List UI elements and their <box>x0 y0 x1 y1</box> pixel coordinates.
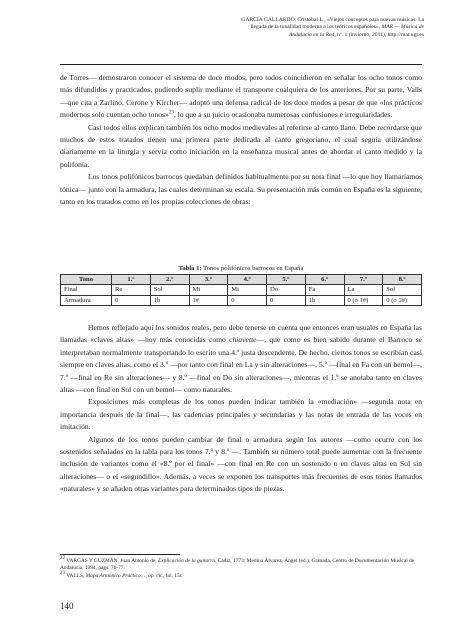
table-header-cell: 8.º <box>383 275 422 285</box>
paragraph: Algunos de los tonos pueden cambiar de final o armadura según los autores —como ocurre con los sostenidos señalados en la tabla para los tonos 7.º y 8.º —. También su número total puede aumentar con la frecuente inclusión de variantes como el «8.º por el final» —con final en Re con un sostenido o en claves altas en Sol sin alteraciones— o el «segundillo». Además, a veces se exponen los transportes más frecuentes de esos tonos llamados «naturales» y se añaden otras variantes para determinados tipos de piezas. <box>60 434 422 494</box>
table-cell: La <box>344 285 383 295</box>
table-row <box>61 285 422 295</box>
table-cell: 1b <box>150 295 189 305</box>
table-cell: Do <box>267 285 306 295</box>
table-header-row <box>61 275 422 285</box>
table-row <box>61 295 422 305</box>
footnotes <box>60 558 422 580</box>
header-authors: GARCÍA GALLARDO, Cristóbal L., <box>241 17 326 23</box>
table-header-cell: 5.º <box>267 275 306 285</box>
footnote: $^{23}$ VALLS, Mapa Armónico Práctico…, op. cit., fol. 15r. <box>60 571 183 579</box>
paragraph: Exposiciones más completas de los tonos pueden indicar también la «mediación» —segunda nota en importancia después de la final—, las cadencias principales y secundarias y las notas de entrada de las voces en imitación. <box>60 397 422 432</box>
table-cell: 0 <box>228 295 267 305</box>
italic-term: chiavette <box>229 335 257 345</box>
table-header-cell: 3.º <box>189 275 228 285</box>
paragraph: Los tonos polifónicos barrocos quedaban definidos habitualmente por su nota final —lo que hoy llamaríamos tónica— junto con la armadura, las cuales determinan su escala. Su presentación más común en España es la siguiente, tanto en los tratados como en los propias colecciones de obras: <box>60 172 422 207</box>
body-text-top <box>60 72 422 208</box>
table-header-cell: 7.º <box>344 275 383 285</box>
running-header <box>228 17 424 39</box>
header-article-title: «Viejos conceptos para nuevas músicas: La llegada de la tonalidad moderna a los teóricos españoles», <box>250 17 424 31</box>
footnote-ref[interactable]: 23 <box>168 110 174 116</box>
header-issue: nº. 1 (invierno, 2011), http://mar.ugr.es <box>337 31 424 38</box>
table-cell: Armadura <box>61 295 112 305</box>
table-cell: 0 <box>112 295 151 305</box>
body-text-bottom <box>60 322 422 496</box>
footnote-rule <box>60 554 180 555</box>
table-cell: 0 (o 1#) <box>383 295 422 305</box>
table-cell: 0 (o 1#) <box>344 295 383 305</box>
table-cell: Re <box>112 285 151 295</box>
table-cell: Sol <box>383 285 422 295</box>
table-header-cell: 4.º <box>228 275 267 285</box>
table-cell: Fa <box>305 285 344 295</box>
table-header-cell: 2.º <box>150 275 189 285</box>
table-header-cell: Tono <box>61 275 112 285</box>
table-header-cell: 1.º <box>112 275 151 285</box>
header-rule <box>60 64 422 65</box>
table-cell: Mi <box>228 285 267 295</box>
footnote: $^{22}$ VARGAS Y GUZMÁN, Juan Antonio de, Explicación de la guitarra, Cádiz, 1773; Medina Álvarez, Ángel (ed.), Granada, Centro de Documentación Musical de Andalucía, 1994, pags. 76-77. <box>60 556 415 572</box>
table-cell: 1# <box>189 295 228 305</box>
tonos-table <box>60 274 422 306</box>
table-header-cell: 6.º <box>305 275 344 285</box>
paragraph: Casi todos ellos explican también los ocho modos medievales al referirse al canto llano. Debe recordarse que muchos de estos tratados tienen una primera parte dedicada al canto gregoriano, el cual seguía utilizándose diariamente en la liturgia y servía como iniciación en la enseñanza musical antes de abordar el canto medido y la polifonía. <box>60 122 422 169</box>
table-cell: 1b <box>305 295 344 305</box>
page-number: 140 <box>60 601 74 611</box>
header-journal-full: — Música de Andalucía en la Red, <box>288 24 424 38</box>
table-cell: Final <box>61 285 112 295</box>
table-cell: 0 <box>267 295 306 305</box>
paragraph: de Torres— demostraron conocer el sistema de doce modos, pero todos coincidieron en señalar los ocho tonos como más difundidos y practicados, pudiendo suplir mediante el transporte cualquiera de los anteriores. Por su parte, Valls —que cita a Zarlino, Cerone y Kircher— adoptó una defensa radical de los doce modos a pesar de que «los prácticos modernos solo cuentan ocho tonos»$^{23}$, lo que a su juicio ocasionaba numerosas confusiones e irregularidades. <box>60 73 422 120</box>
table-cell: Sol <box>150 285 189 295</box>
header-journal-abbr: MAR <box>381 24 394 31</box>
table-cell: Mi <box>189 285 228 295</box>
table-1 <box>60 264 422 306</box>
paragraph: Hemos reflejado aquí los sonidos reales, pero debe tenerse en cuenta que entonces eran usuales en España las llamadas «claves altas» —hoy más conocidas como chiavette—, que como es bien sabido durante el Barroco se interpretaban normalmente transportando lo escrito una 4.ª justa descendente. De hecho, ciertos tonos se escribían casi siempre en claves altas, como el 3.º —por tanto con final en La y sin alteraciones—, 5.º —final en Fa con un bemol—, 7.º —final en Re sin alteraciones— y 8.º —final en Do sin alteraciones—, mientras el 1.º se anotaba tanto en claves altas —con final en Sol con un bemol— como naturales. <box>60 323 422 395</box>
table-caption: Tabla 1: Tonos polifónicos barrocos en España <box>178 265 304 272</box>
